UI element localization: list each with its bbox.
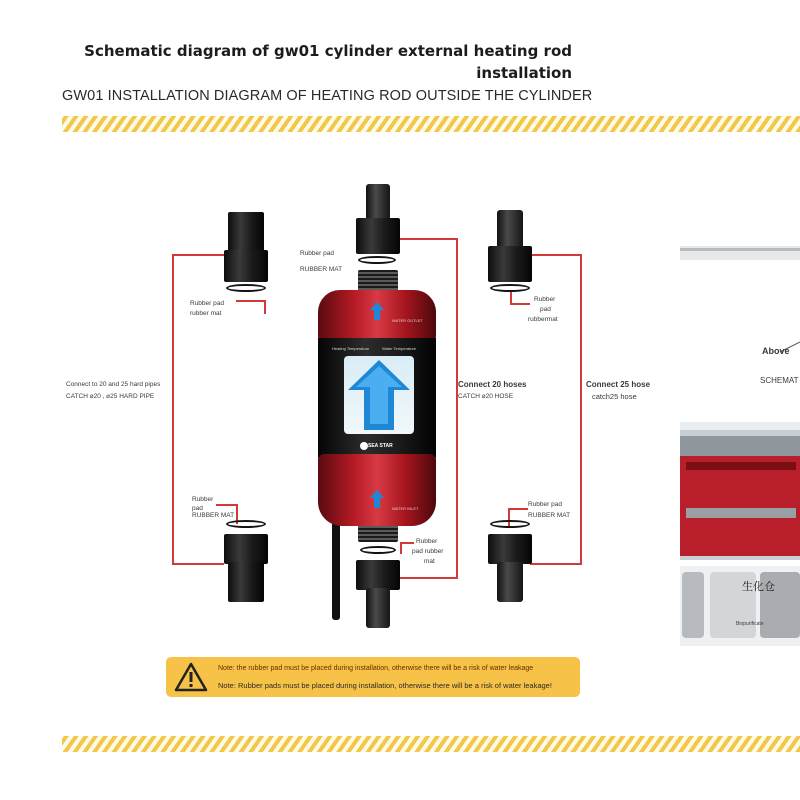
connector-line — [530, 563, 582, 565]
diagram-title: Schematic diagram of gw01 cylinder external heating rod installation — [84, 42, 572, 82]
partial-side-panel — [680, 246, 800, 646]
rubber-mat-label: RUBBER MAT — [192, 512, 235, 519]
rubber-pad-label: Rubber — [416, 538, 438, 545]
rubber-ring — [226, 284, 266, 292]
external-heater-device — [318, 290, 436, 526]
device-display-panel — [344, 356, 414, 434]
warning-note-line-2: Note: Rubber pads must be placed during installation, otherwise there will be a risk of water leakage! — [218, 681, 552, 690]
hose-20-catch-label: CATCH ⌀20 HOSE — [458, 393, 514, 400]
flow-direction-arrow-icon — [348, 360, 410, 430]
brand-logo-icon — [360, 442, 368, 450]
connector-line — [172, 254, 224, 256]
hard-pipe-connect-label: Connect to 20 and 25 hard pipes — [66, 381, 161, 388]
water-temp-label: Water Temperature — [382, 346, 417, 351]
leader-line — [510, 290, 512, 304]
hose-20-connect-label: Connect 20 hoses — [458, 380, 527, 389]
hose-25-connect-label: Connect 25 hose — [586, 380, 651, 389]
warning-note — [166, 657, 580, 697]
warning-triangle-icon — [174, 662, 208, 692]
rubber-pad-label: pad — [540, 306, 551, 313]
water-inlet-label: WATER INLET — [392, 506, 419, 511]
rubber-mat-label: RUBBER MAT — [528, 512, 571, 519]
threaded-inlet-top — [358, 270, 398, 292]
rubber-mat-label: RUBBER MAT — [300, 266, 343, 273]
brand-logo: SEA STAR — [368, 443, 393, 449]
diagram-subtitle: GW01 INSTALLATION DIAGRAM OF HEATING ROD OUTSIDE THE CYLINDER — [62, 88, 593, 104]
outlet-arrow-icon — [370, 302, 384, 320]
top-hazard-stripe — [62, 116, 800, 132]
rubber-ring — [360, 546, 396, 554]
partial-schematic-label: SCHEMAT — [760, 376, 799, 385]
rubber-pad-label: Rubber pad — [300, 250, 334, 257]
warning-note-line-1: Note: the rubber pad must be placed during installation, otherwise there will be a risk of water leakage — [218, 665, 534, 672]
rubber-pad-label: Rubber pad — [528, 501, 562, 508]
power-cable — [332, 520, 340, 620]
partial-panel-illustration — [680, 246, 800, 646]
hose-fitting-top-right — [488, 210, 532, 282]
connector-line — [456, 238, 458, 578]
hose-fitting-bottom-center — [356, 560, 400, 628]
connector-line — [530, 254, 582, 256]
rubber-pad-label: Rubber — [534, 296, 556, 303]
rubber-ring — [490, 284, 530, 292]
rubber-pad-label: pad — [192, 505, 203, 512]
rubber-ring — [490, 520, 530, 528]
leader-line — [400, 542, 414, 544]
hard-pipe-catch-label: CATCH ⌀20 , ⌀25 HARD PIPE — [66, 393, 155, 400]
water-outlet-label: WATER OUTLET — [392, 318, 423, 323]
heating-temp-label: Heating Temperature — [332, 346, 370, 351]
hose-25-catch-label: catch25 hose — [592, 392, 637, 401]
hard-pipe-fitting-bottom-left — [224, 534, 268, 602]
rubber-mat-label: rubber mat — [190, 310, 222, 317]
rubber-ring — [358, 256, 396, 264]
rubber-pad-label: Rubber — [192, 496, 214, 503]
connector-line — [400, 577, 458, 579]
rubber-pad-label: Rubber pad — [190, 300, 224, 307]
connector-line — [400, 238, 458, 240]
rubber-mat-label: mat — [424, 558, 435, 565]
rubber-ring — [226, 520, 266, 528]
leader-line — [236, 300, 266, 302]
hard-pipe-fitting-top-left — [224, 212, 268, 282]
leader-line — [510, 303, 530, 305]
connector-line — [172, 563, 224, 565]
connector-line — [580, 254, 582, 564]
hose-fitting-top-center — [356, 184, 400, 254]
partial-above-label: Above — [762, 346, 790, 356]
rubber-pad-label: pad rubber — [412, 548, 444, 555]
biochemical-chamber-en-label: Biopurificate — [736, 621, 764, 627]
rubber-mat-label: rubbermat — [528, 316, 558, 323]
hose-fitting-bottom-right — [488, 534, 532, 602]
biochemical-chamber-label: 生化仓 — [742, 581, 775, 593]
connector-line — [172, 254, 174, 564]
inlet-arrow-icon — [370, 490, 384, 508]
leader-line — [216, 504, 238, 506]
bottom-hazard-stripe — [62, 736, 800, 752]
leader-line — [264, 300, 266, 314]
leader-line — [508, 508, 528, 510]
